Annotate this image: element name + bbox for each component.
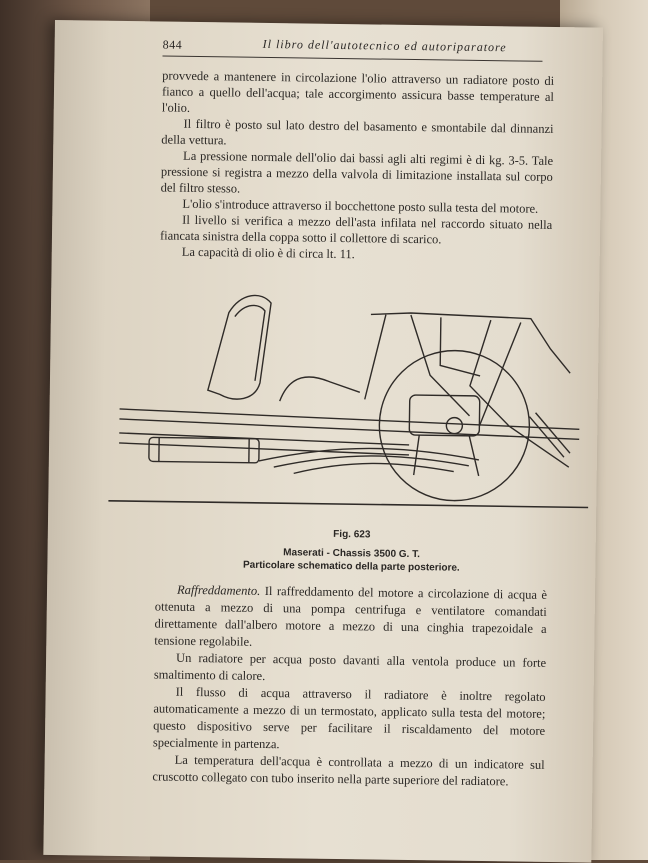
top-text-block — [160, 68, 555, 265]
paragraph: La capacità di olio è di circa lt. 11. — [160, 243, 552, 264]
bottom-text-block — [152, 581, 547, 790]
paragraph: Un radiatore per acqua posto davanti alla ventola produce un forte smaltimento di calore. — [154, 649, 546, 688]
paragraph: La temperatura dell'acqua è controllata a mezzo di un indicatore sul cruscotto collegato con tubo inserito nella parte superiore del radiatore. — [152, 751, 544, 790]
figure-number: Fig. 623 — [156, 526, 548, 542]
book-page — [43, 20, 603, 863]
paragraph: provvede a mantenere in circolazione l'olio attraverso un radiatore posto di fianco a quello dell'acqua; tale accorgimento assicura basse temperature al l'olio. — [162, 68, 555, 121]
page-header — [163, 36, 543, 41]
paragraph: Il livello si verifica a mezzo dell'asta infilata nel raccordo situato nella fiancata sinistra della coppa sotto il collettore di scarico. — [160, 211, 552, 248]
page-number: 844 — [163, 38, 183, 53]
figure-caption — [155, 526, 548, 575]
running-title: Il libro dell'autotecnico ed autoriparatore — [263, 37, 507, 55]
chassis-drawing — [108, 271, 591, 528]
paragraph: Il filtro è posto sul lato destro del basamento e smontabile dal dinnanzi della vettura. — [161, 115, 553, 152]
caption-line: Maserati - Chassis 3500 G. T. — [156, 544, 548, 562]
header-rule — [163, 56, 543, 62]
paragraph: L'olio s'introduce attraverso il bocchettone posto sulla testa del motore. — [160, 195, 552, 216]
paragraph: Il flusso di acqua attraverso il radiatore è inoltre regolato automaticamente a mezzo di un termostato, applicato sulla testa del motore; questo dispositivo serve per facilitare il riscaldamento del motore specialmente in partenza. — [153, 683, 546, 756]
paragraph-text: Il raffreddamento del motore a circolazione di acqua è ottenuta a mezzo di una pompa centrifuga e ventilatore comandati direttamente dall'albero motore a mezzo di una cinghia trapezoidale a tensione regolabile. — [154, 584, 547, 649]
paragraph — [154, 581, 547, 654]
caption-line: Particolare schematico della parte posteriore. — [155, 557, 547, 575]
section-heading: Raffreddamento. — [177, 583, 260, 598]
paragraph: La pressione normale dell'olio dai bassi agli alti regimi è di kg. 3-5. Tale pressione si registra a mezzo della valvola di limitazione installata sul corpo del filtro stesso. — [161, 147, 554, 200]
